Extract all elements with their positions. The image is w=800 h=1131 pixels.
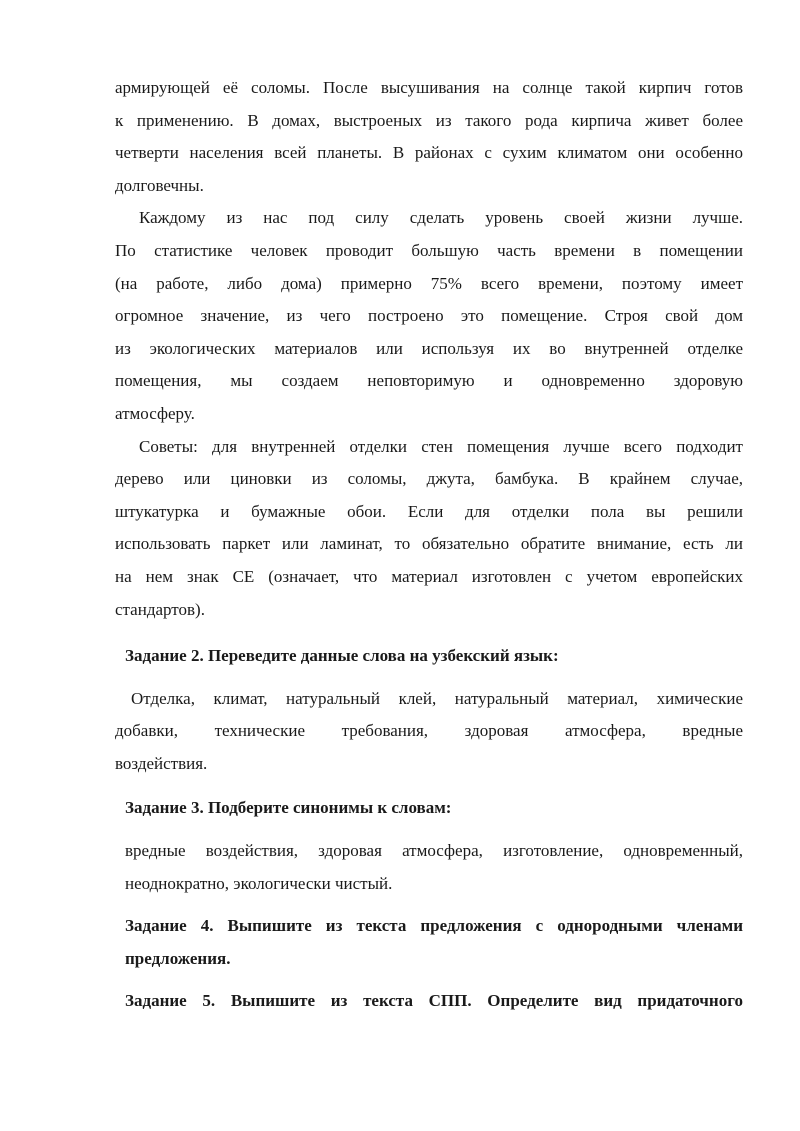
paragraph-line: По статистике человек проводит большую часть времени в помещении — [115, 240, 743, 260]
paragraph-line: Советы: для внутренней отделки стен помещения лучше всего подходит — [139, 436, 743, 456]
paragraph-line: огромное значение, из чего построено это помещение. Строя свой дом — [115, 306, 743, 326]
task-3-line: неоднократно, экологически чистый. — [125, 873, 393, 893]
task-3-heading: Задание 3. Подберите синонимы к словам: — [125, 798, 452, 818]
paragraph-line: четверти населения всей планеты. В районах с сухим климатом они особенно — [115, 143, 743, 163]
task-2 — [115, 640, 743, 780]
paragraph-line: на нем знак CE (означает, что материал изготовлен с учетом европейских — [115, 566, 743, 586]
paragraph-line: из экологических материалов или используя их во внутренней отделке — [115, 338, 743, 358]
task-2-line: воздействия. — [115, 753, 208, 773]
paragraph-line: долговечны. — [115, 175, 204, 195]
task-5 — [115, 985, 743, 1018]
paragraph-line: армирующей её соломы. После высушивания на солнце такой кирпич готов — [115, 78, 743, 97]
task-4 — [115, 910, 743, 975]
task-2-line: Отделка, климат, натуральный клей, натуральный материал, химические — [131, 688, 743, 708]
task-3-line: вредные воздействия, здоровая атмосфера, изготовление, одновременный, — [125, 841, 743, 861]
paragraph-line: атмосферу. — [115, 403, 195, 423]
paragraph-2 — [115, 202, 743, 430]
paragraph-line: к применению. В домах, выстроеных из такого рода кирпича живет более — [115, 110, 743, 130]
paragraph-3 — [115, 431, 743, 627]
paragraph-line: (на работе, либо дома) примерно 75% всего времени, поэтому имеет — [115, 273, 743, 293]
paragraph-line: помещения, мы создаем неповторимую и одновременно здоровую — [115, 371, 743, 391]
paragraph-line: дерево или циновки из соломы, джута, бамбука. В крайнем случае, — [115, 469, 743, 489]
paragraph-line: использовать паркет или ламинат, то обязательно обратите внимание, есть ли — [115, 534, 743, 554]
paragraph-line: штукатурка и бумажные обои. Если для отделки пола вы решили — [115, 501, 743, 521]
paragraph-1 — [115, 72, 743, 202]
document-page — [115, 72, 743, 1018]
task-4-heading: предложения. — [125, 948, 231, 968]
task-3 — [115, 792, 743, 900]
task-2-line: добавки, технические требования, здоровая атмосфера, вредные — [115, 721, 743, 741]
task-5-heading: Задание 5. Выпишите из текста СПП. Определите вид придаточного — [125, 991, 743, 1011]
task-2-heading: Задание 2. Переведите данные слова на узбекский язык: — [125, 646, 559, 666]
paragraph-line: стандартов). — [115, 599, 205, 619]
task-4-heading: Задание 4. Выпишите из текста предложения с однородными членами — [125, 916, 743, 936]
paragraph-line: Каждому из нас под силу сделать уровень своей жизни лучше. — [139, 208, 743, 228]
